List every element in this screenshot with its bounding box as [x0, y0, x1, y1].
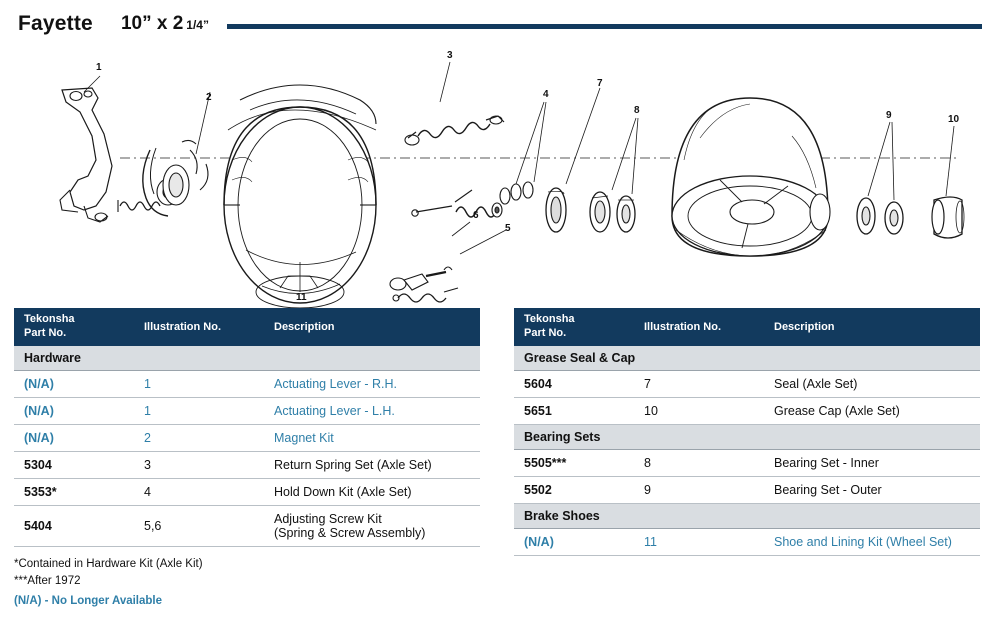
callout-3: 3	[447, 50, 453, 61]
cell-description: Bearing Set - Outer	[774, 483, 882, 497]
parts-table-right	[514, 308, 980, 556]
section-bearing-sets: Bearing Sets	[514, 425, 980, 450]
footnotes	[14, 556, 203, 610]
callout-4: 4	[543, 89, 549, 100]
cell-illustration-no: 5,6	[144, 519, 162, 533]
table-row[interactable]	[14, 398, 480, 425]
cell-description: Grease Cap (Axle Set)	[774, 404, 900, 418]
table-header-right	[514, 308, 980, 346]
exploded-view-illustration	[0, 40, 1000, 308]
cell-part-no: 5604	[524, 377, 552, 391]
cell-part-no: (N/A)	[524, 535, 554, 549]
size-label	[121, 13, 209, 35]
table-row[interactable]	[514, 398, 980, 425]
cell-illustration-no: 2	[144, 431, 151, 445]
cell-part-no: 5353*	[24, 485, 57, 499]
return-spring	[405, 116, 504, 145]
callout-7: 7	[597, 78, 603, 89]
cell-description: Seal (Axle Set)	[774, 377, 858, 391]
callout-5: 5	[505, 223, 511, 234]
cell-illustration-no: 10	[644, 404, 658, 418]
table-row[interactable]	[14, 506, 480, 547]
cell-description: Actuating Lever - R.H.	[274, 377, 397, 391]
cell-description: Shoe and Lining Kit (Wheel Set)	[774, 535, 952, 549]
cell-part-no: 5404	[24, 519, 52, 533]
adjusting-screw-kit	[390, 267, 458, 302]
size-main: 10” x 2	[120, 13, 184, 34]
callout-1: 1	[96, 62, 102, 73]
cell-description: Magnet Kit	[274, 431, 334, 445]
grease-cap	[932, 197, 964, 238]
cell-description: Hold Down Kit (Axle Set)	[274, 485, 412, 499]
page-title: Fayette	[18, 12, 93, 35]
callout-11: 11	[296, 292, 307, 303]
table-row[interactable]	[14, 425, 480, 452]
callout-2: 2	[206, 92, 212, 103]
table-row[interactable]	[514, 450, 980, 477]
cell-illustration-no: 4	[144, 485, 151, 499]
cell-illustration-no: 1	[144, 404, 151, 418]
cell-part-no: 5502	[524, 483, 552, 497]
callout-9: 9	[886, 110, 892, 121]
footnote-na: (N/A) - No Longer Available	[14, 595, 163, 608]
footnote-hardware-kit: *Contained in Hardware Kit (Axle Kit)	[14, 558, 203, 570]
grease-seal	[546, 188, 566, 232]
cell-part-no: (N/A)	[24, 377, 54, 391]
table-row[interactable]	[514, 529, 980, 556]
page-header	[18, 10, 982, 38]
table-row[interactable]	[514, 371, 980, 398]
cell-description	[274, 512, 480, 540]
table-row[interactable]	[514, 477, 980, 504]
section-hardware: Hardware	[14, 346, 480, 371]
brake-assembly-drawing	[0, 40, 1000, 308]
cell-illustration-no: 3	[144, 458, 151, 472]
parts-table-left	[14, 308, 480, 547]
column-header-illustration-no: Illustration No.	[144, 321, 221, 333]
cell-illustration-no: 9	[644, 483, 651, 497]
cell-description-line2: (Spring & Screw Assembly)	[274, 526, 426, 540]
cell-illustration-no: 8	[644, 456, 651, 470]
cell-illustration-no: 11	[644, 535, 657, 549]
cell-part-no: 5505***	[524, 456, 567, 470]
column-header-illustration-no: Illustration No.	[644, 321, 721, 333]
column-header-part-no: Tekonsha Part No.	[524, 313, 575, 339]
table-row[interactable]	[14, 479, 480, 506]
cell-part-no: 5651	[524, 404, 552, 418]
size-fraction: 1/4”	[186, 18, 209, 32]
cell-description: Actuating Lever - L.H.	[274, 404, 395, 418]
inner-bearing-set	[590, 192, 635, 232]
callout-8: 8	[634, 105, 640, 116]
table-row[interactable]	[14, 452, 480, 479]
column-header-description: Description	[774, 321, 835, 333]
table-header-left	[14, 308, 480, 346]
cell-description: Return Spring Set (Axle Set)	[274, 458, 432, 472]
cell-illustration-no: 7	[644, 377, 651, 391]
cell-part-no: (N/A)	[24, 431, 54, 445]
cell-part-no: (N/A)	[24, 404, 54, 418]
footnote-after-1972: ***After 1972	[14, 574, 81, 587]
brake-drum	[672, 98, 830, 256]
header-rule	[227, 24, 982, 29]
column-header-description: Description	[274, 321, 335, 333]
callout-6: 6	[473, 210, 479, 221]
cell-description: Bearing Set - Inner	[774, 456, 879, 470]
callout-10: 10	[948, 114, 960, 125]
cell-description-line1: Adjusting Screw Kit	[274, 512, 382, 526]
column-header-part-no: Tekonsha Part No.	[24, 313, 75, 339]
table-row[interactable]	[14, 371, 480, 398]
section-brake-shoes: Brake Shoes	[514, 504, 980, 529]
cell-illustration-no: 1	[144, 377, 151, 391]
cell-part-no: 5304	[24, 458, 52, 472]
section-grease-seal-cap: Grease Seal & Cap	[514, 346, 980, 371]
actuating-lever	[60, 88, 112, 222]
outer-bearing-set	[857, 198, 903, 234]
